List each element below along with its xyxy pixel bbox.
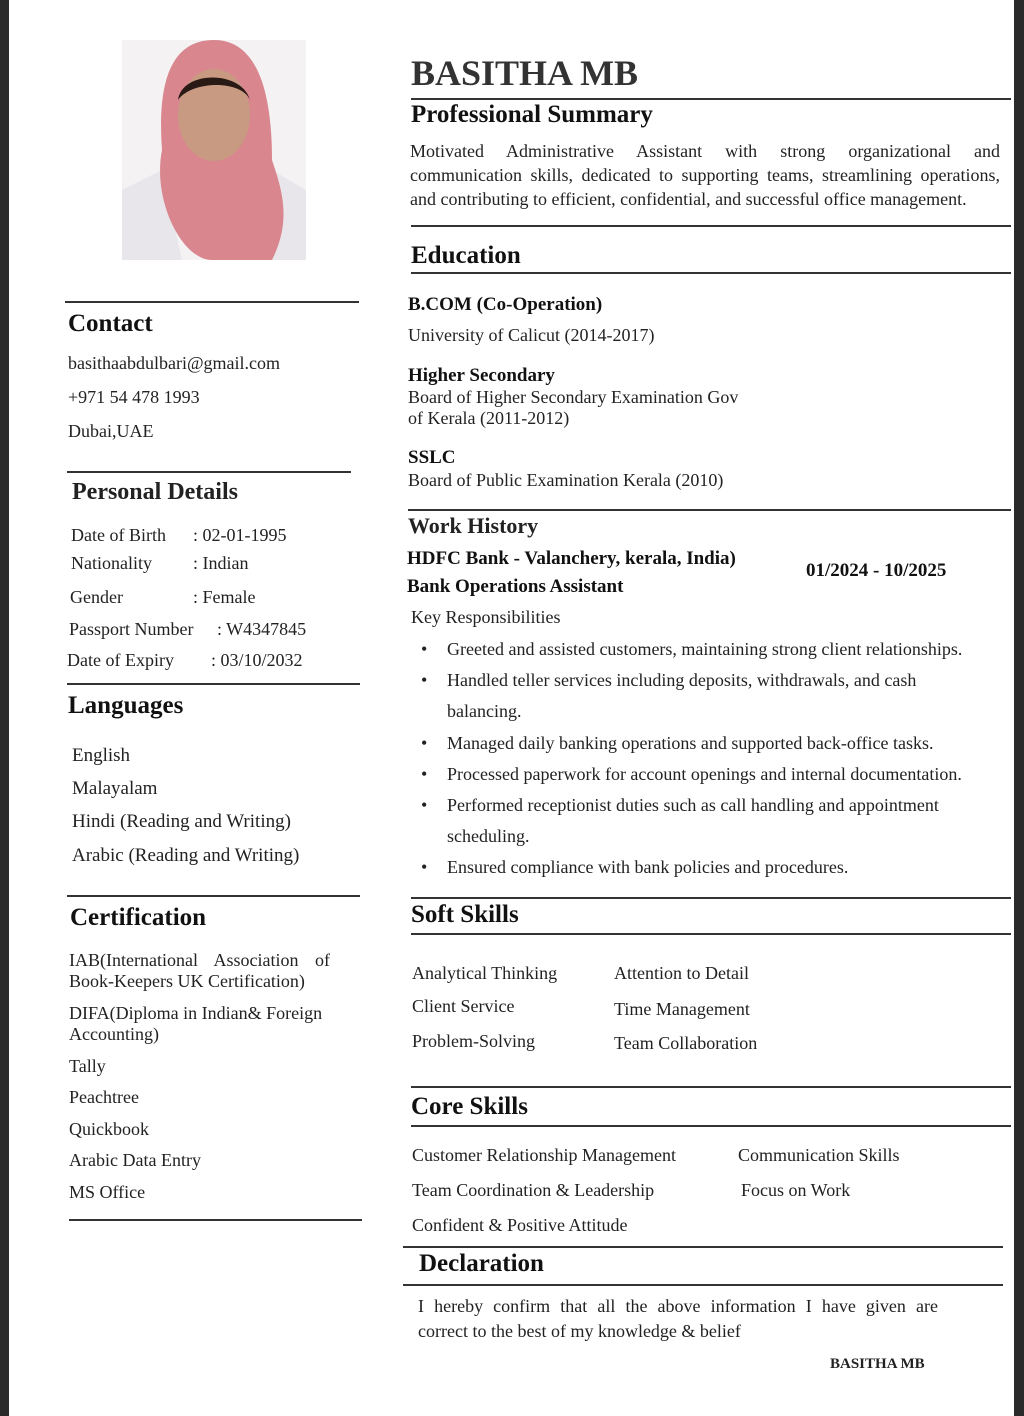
edu-detail: University of Calicut (2014-2017): [408, 325, 655, 345]
cert-item: MS Office: [69, 1182, 146, 1202]
bullet: • Handled teller services including deposits, withdrawals, and cash: [447, 670, 916, 691]
bullet: • Processed paperwork for account openings and internal documentation.: [447, 764, 962, 785]
responsibilities-label: Key Responsibilities: [411, 607, 561, 627]
skill: Team Coordination & Leadership: [412, 1180, 655, 1200]
bullet-cont: scheduling.: [447, 826, 530, 846]
resume-page: [9, 0, 1014, 1416]
signature-name: BASITHA MB: [830, 1356, 925, 1372]
soft-skills-heading: Soft Skills: [411, 901, 519, 928]
skill: Focus on Work: [741, 1180, 851, 1200]
certification-heading: Certification: [70, 904, 207, 931]
core-skills-heading: Core Skills: [411, 1093, 528, 1120]
summary-text: Motivated Administrative Assistant with strong organizational and communication skills, dedicated to supporting teams, streamlining operations, and contributing to efficient, confidential, and successful office management.: [410, 141, 1000, 209]
detail-value: : W4347845: [217, 619, 307, 639]
detail-value: : Indian: [193, 553, 249, 573]
cert-item: Arabic Data Entry: [69, 1150, 201, 1170]
bullet: • Managed daily banking operations and supported back-office tasks.: [447, 733, 934, 754]
detail-label: Nationality: [71, 553, 152, 573]
cert-item: IAB(International Association of: [69, 950, 330, 970]
languages-heading: Languages: [68, 692, 184, 719]
cert-item: DIFA(Diploma in Indian& Foreign: [69, 1003, 323, 1023]
edu-degree: B.COM (Co-Operation): [408, 294, 603, 315]
job-title: Bank Operations Assistant: [407, 576, 624, 597]
detail-value: : 02-01-1995: [193, 525, 287, 545]
edu-detail: Board of Public Examination Kerala (2010): [408, 470, 724, 490]
skill: Problem-Solving: [412, 1031, 536, 1051]
detail-label: Date of Expiry: [67, 650, 174, 670]
employer: HDFC Bank - Valanchery, kerala, India): [407, 548, 736, 569]
language: Arabic (Reading and Writing): [72, 845, 300, 866]
contact-heading: Contact: [68, 310, 153, 337]
bullet-cont: balancing.: [447, 701, 522, 721]
contact-email[interactable]: basithaabdulbari@gmail.com: [68, 353, 281, 373]
edu-detail: of Kerala (2011-2012): [408, 408, 570, 428]
skill: Analytical Thinking: [412, 963, 558, 983]
cert-item: Quickbook: [69, 1119, 149, 1139]
detail-label: Date of Birth: [71, 525, 166, 545]
cert-item: Book-Keepers UK Certification): [69, 971, 305, 991]
bullet: • Performed receptionist duties such as call handling and appointment: [447, 795, 939, 816]
work-dates: 01/2024 - 10/2025: [806, 560, 947, 581]
skill: Time Management: [614, 999, 750, 1019]
detail-value: : 03/10/2032: [211, 650, 303, 670]
detail-value: : Female: [193, 587, 256, 607]
declaration-text: I hereby confirm that all the above information I have given are correct to the best of my knowledge & belief: [418, 1296, 938, 1341]
summary-heading: Professional Summary: [411, 101, 653, 128]
skill: Attention to Detail: [614, 963, 749, 983]
edu-degree: SSLC: [408, 447, 456, 468]
skill: Customer Relationship Management: [412, 1145, 676, 1165]
skill: Team Collaboration: [614, 1033, 758, 1053]
detail-label: Passport Number: [69, 619, 194, 639]
bullet: • Ensured compliance with bank policies and procedures.: [447, 857, 848, 878]
skill: Client Service: [412, 996, 515, 1016]
skill: Communication Skills: [738, 1145, 900, 1165]
language: Malayalam: [72, 778, 158, 799]
language: Hindi (Reading and Writing): [72, 811, 291, 832]
contact-phone: +971 54 478 1993: [68, 387, 200, 407]
candidate-name: BASITHA MB: [411, 53, 639, 93]
work-heading: Work History: [408, 513, 539, 538]
cert-item: Peachtree: [69, 1087, 139, 1107]
bullet: • Greeted and assisted customers, maintaining strong client relationships.: [447, 639, 962, 660]
detail-label: Gender: [70, 587, 123, 607]
declaration-heading: Declaration: [419, 1250, 544, 1277]
personal-heading: Personal Details: [72, 479, 238, 505]
skill: Confident & Positive Attitude: [412, 1215, 628, 1235]
edu-degree: Higher Secondary: [408, 365, 555, 386]
edu-detail: Board of Higher Secondary Examination Gov: [408, 387, 739, 407]
contact-location: Dubai,UAE: [68, 421, 154, 441]
cert-item: Tally: [69, 1056, 106, 1076]
education-heading: Education: [411, 242, 521, 269]
profile-photo: [122, 40, 306, 260]
language: English: [72, 745, 131, 766]
cert-item: Accounting): [69, 1024, 159, 1044]
